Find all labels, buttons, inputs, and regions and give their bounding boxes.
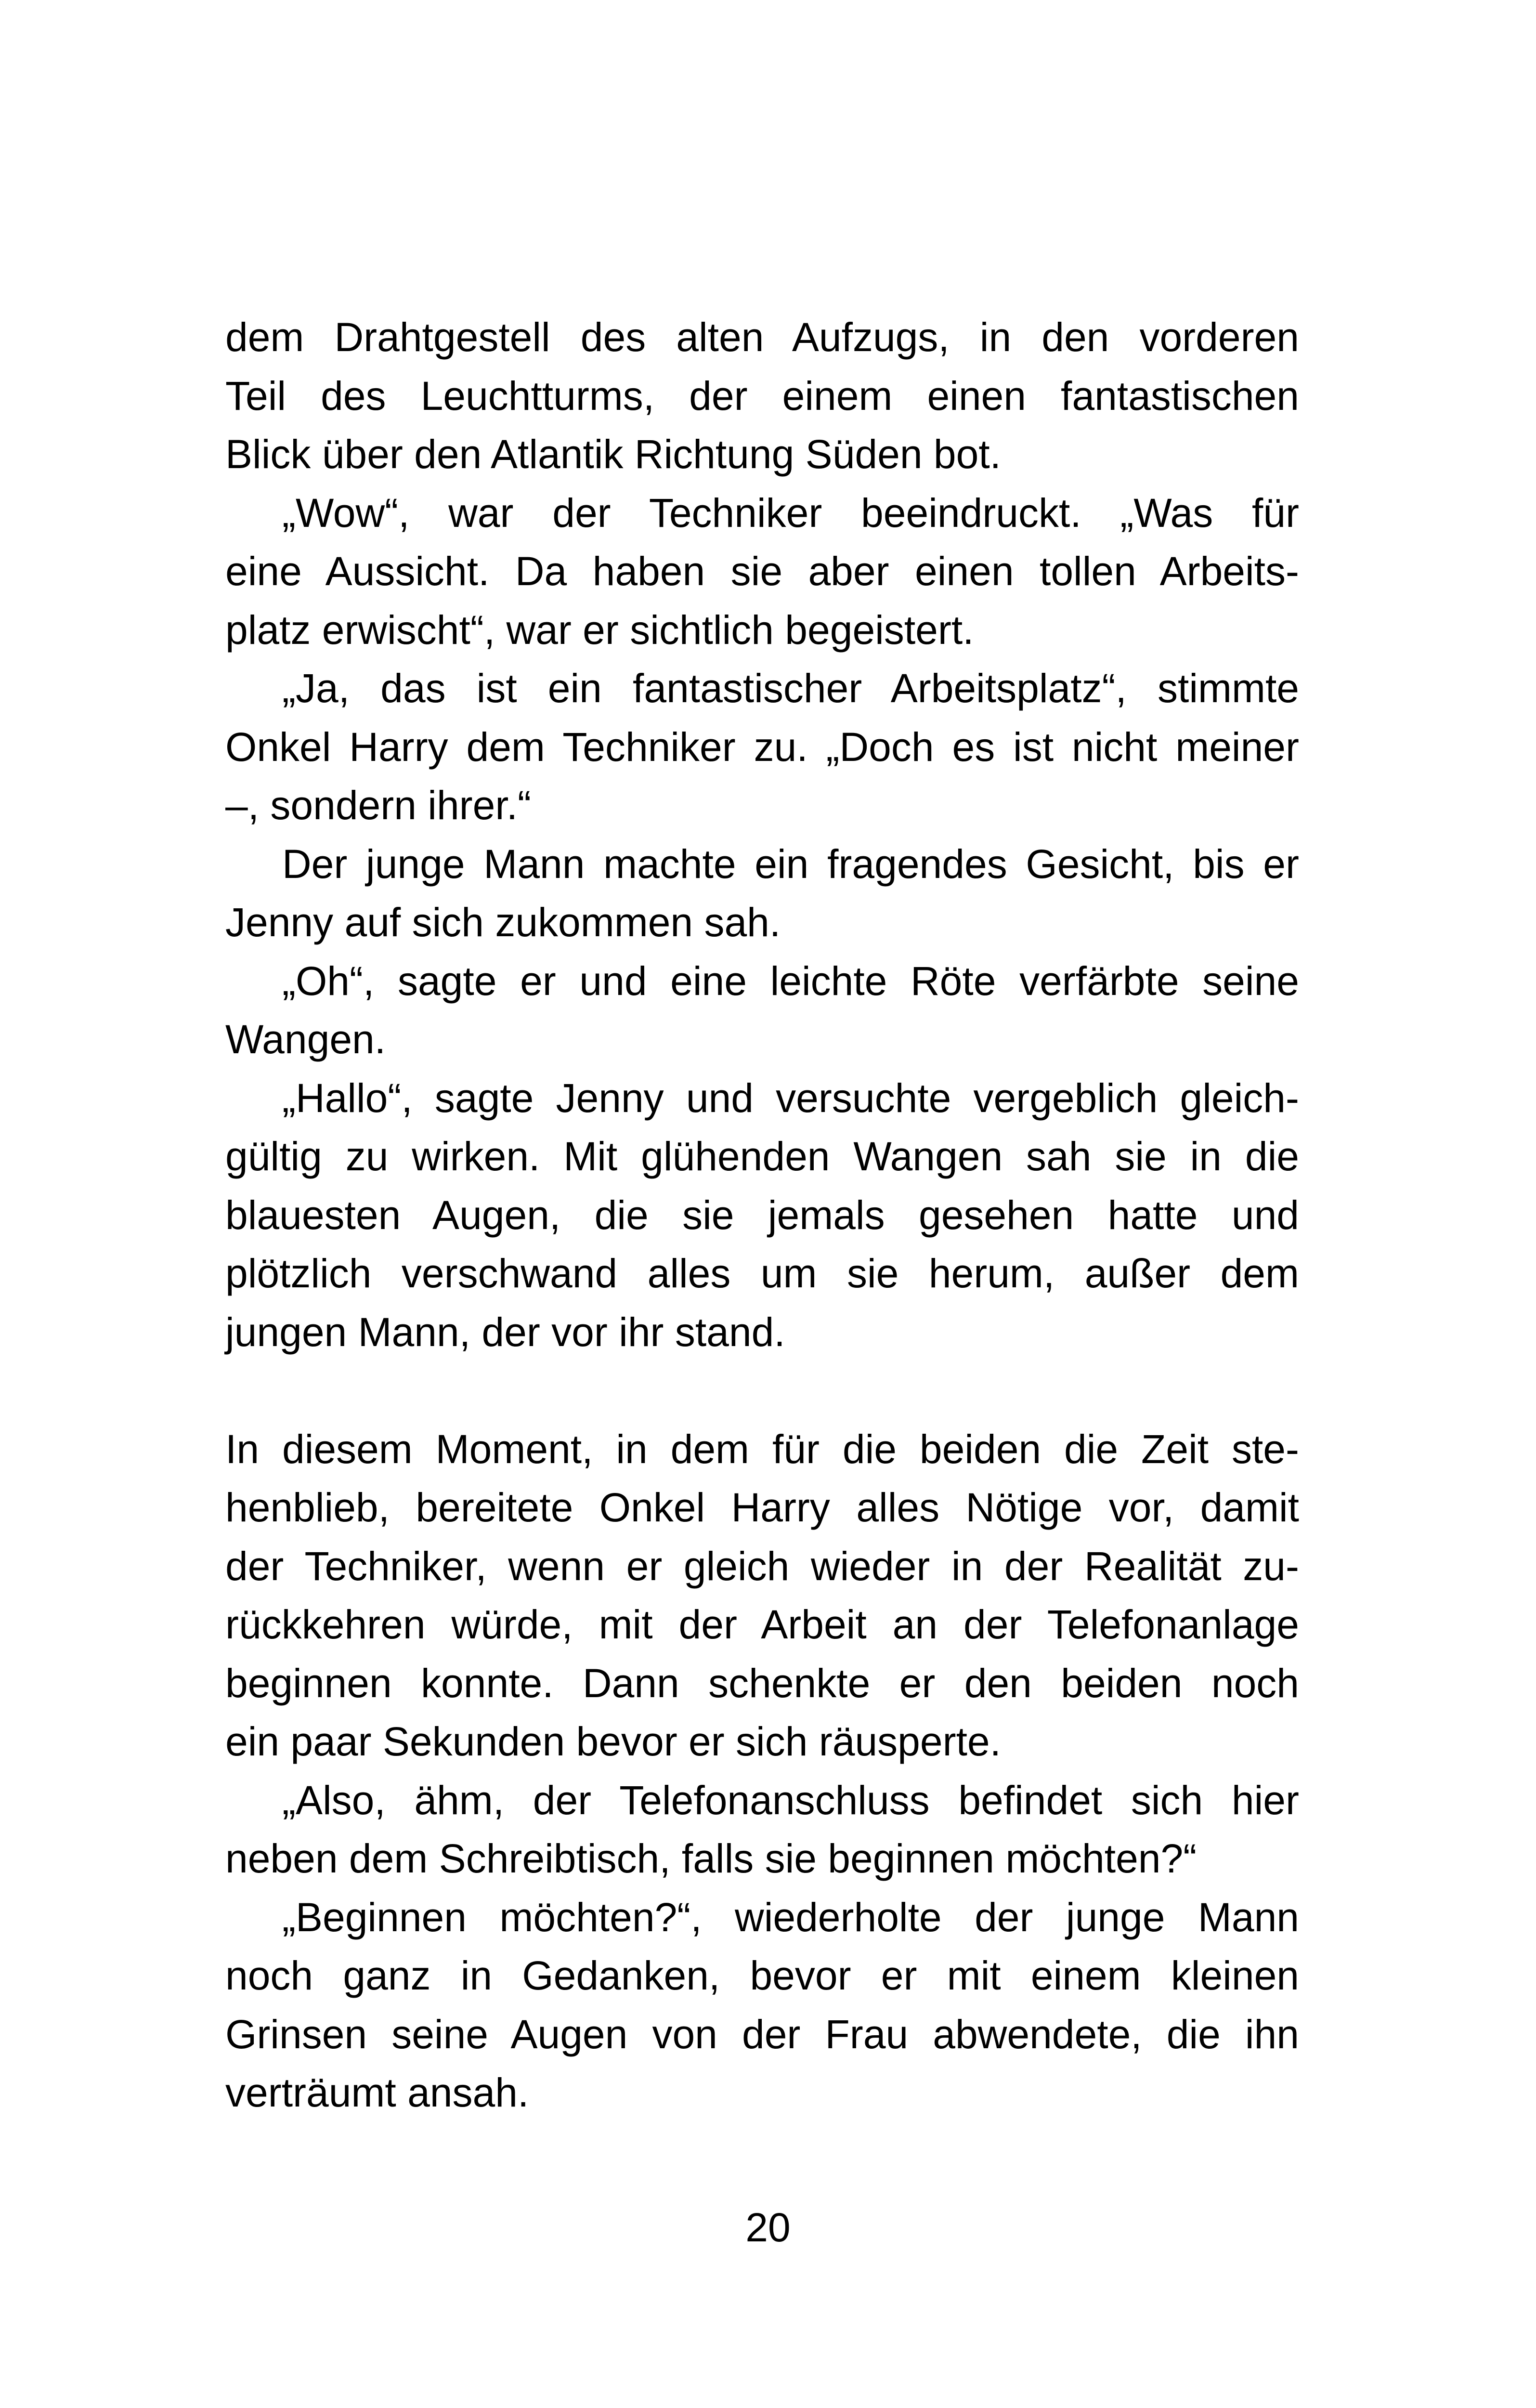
text-line: Teil des Leuchtturms, der einem einen fantastischen — [225, 373, 1299, 419]
text-line: eine Aussicht. Da haben sie aber einen tollen Arbeits- — [225, 549, 1299, 594]
text-line: –, sondern ihrer.“ — [225, 783, 532, 828]
text-line: Grinsen seine Augen von der Frau abwendete, die ihn — [225, 2011, 1299, 2057]
text-line: noch ganz in Gedanken, bevor er mit einem kleinen — [225, 1953, 1299, 1998]
text-line: rückkehren würde, mit der Arbeit an der Telefonanlage — [225, 1602, 1299, 1647]
text-line: platz erwischt“, war er sichtlich begeistert. — [225, 607, 974, 653]
text-line: „Hallo“, sagte Jenny und versuchte vergeblich gleich- — [282, 1075, 1299, 1121]
text-line: gültig zu wirken. Mit glühenden Wangen sah sie in die — [225, 1134, 1299, 1179]
text-line: plötzlich verschwand alles um sie herum, außer dem — [225, 1251, 1299, 1296]
text-line: Jenny auf sich zukommen sah. — [225, 900, 781, 945]
text-line: „Oh“, sagte er und eine leichte Röte verfärbte seine — [282, 958, 1299, 1004]
text-line: Onkel Harry dem Techniker zu. „Doch es ist nicht meiner — [225, 724, 1299, 770]
text-line: dem Drahtgestell des alten Aufzugs, in den vorderen — [225, 314, 1299, 360]
text-line: In diesem Moment, in dem für die beiden die Zeit ste- — [225, 1426, 1299, 1472]
text-line: Blick über den Atlantik Richtung Süden bot. — [225, 432, 1002, 477]
section-break — [225, 1361, 1299, 1420]
text-line: Der junge Mann machte ein fragendes Gesicht, bis er — [282, 841, 1299, 887]
text-line: „Beginnen möchten?“, wiederholte der junge Mann — [282, 1894, 1299, 1940]
text-line: henblieb, bereitete Onkel Harry alles Nötige vor, damit — [225, 1485, 1299, 1530]
text-line: „Also, ähm, der Telefonanschluss befindet sich hier — [282, 1777, 1299, 1823]
text-line: blauesten Augen, die sie jemals gesehen hatte und — [225, 1192, 1299, 1238]
text-line: neben dem Schreibtisch, falls sie beginnen möchten?“ — [225, 1836, 1197, 1881]
body-text — [225, 308, 1299, 2122]
page-number: 20 — [745, 2205, 791, 2250]
text-line: „Ja, das ist ein fantastischer Arbeitsplatz“, stimmte — [282, 666, 1299, 711]
text-line: Wangen. — [225, 1017, 386, 1062]
text-line: der Techniker, wenn er gleich wieder in der Realität zu- — [225, 1543, 1299, 1589]
text-line: beginnen konnte. Dann schenkte er den beiden noch — [225, 1660, 1299, 1706]
text-line: verträumt ansah. — [225, 2070, 529, 2115]
text-line: ein paar Sekunden bevor er sich räusperte. — [225, 1719, 1001, 1764]
text-line: „Wow“, war der Techniker beeindruckt. „Was für — [282, 490, 1299, 536]
text-line: jungen Mann, der vor ihr stand. — [225, 1309, 785, 1355]
